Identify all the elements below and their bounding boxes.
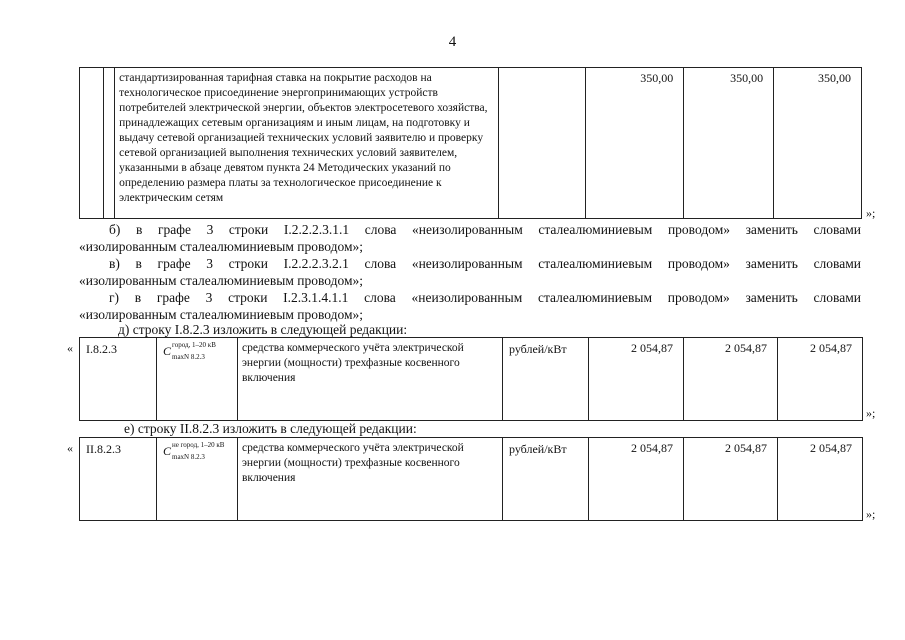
amendment-g-line2: «изолированным сталеалюминиевым проводом»;	[79, 307, 364, 322]
value-cell-2: 2 054,87	[684, 338, 778, 421]
value-cell-2: 2 054,87	[684, 438, 778, 521]
amendment-e: е) строку II.8.2.3 изложить в следующей редакции:	[124, 421, 417, 436]
unit-cell: рублей/кВт	[503, 338, 589, 421]
amendment-v	[79, 255, 861, 289]
value-cell-3: 350,00	[774, 68, 862, 219]
amendment-v-line1: в) в графе 3 строки I.2.2.2.3.2.1 слова «неизолированным сталеалюминиевым проводом» заменить словами	[109, 256, 861, 271]
closing-quote: »;	[866, 507, 876, 521]
formula-cell	[157, 438, 238, 521]
description-cell: средства коммерческого учёта электрической энергии (мощности) трехфазные косвенного включения	[238, 438, 503, 521]
code-cell: I.8.2.3	[80, 338, 157, 421]
amendment-b	[79, 221, 861, 255]
code-cell: II.8.2.3	[80, 438, 157, 521]
tariff-formula: C город, 1–20 кВ maxN 8.2.3	[163, 341, 216, 361]
code-cell	[80, 68, 104, 219]
amendment-g-line1: г) в графе 3 строки I.2.3.1.4.1.1 слова «неизолированным сталеалюминиевым проводом» заменить словами	[109, 290, 861, 305]
amendment-b-line1: б) в графе 3 строки I.2.2.2.3.1.1 слова «неизолированным сталеалюминиевым проводом» заменить словами	[109, 222, 861, 237]
amendment-b-line2: «изолированным сталеалюминиевым проводом»;	[79, 239, 364, 254]
tariff-table-continuation	[79, 67, 862, 219]
row-I-8-2-3-table	[79, 337, 863, 421]
value-cell-3: 2 054,87	[778, 338, 863, 421]
formula-cell	[157, 338, 238, 421]
opening-quote: «	[67, 341, 73, 355]
value-cell-3: 2 054,87	[778, 438, 863, 521]
description-cell: стандартизированная тарифная ставка на покрытие расходов на технологическое присоединение энергопринимающих устройств потребителей электрической энергии, объектов электросетевого хозяйства, принадлежащих сетевым организациям и иным лицам, на подготовку и выдачу сетевой организацией технических условий заявителю и проверку сетевой организацией выполнения технических условий заявителем, указанными в абзаце девятом пункта 24 Методических указаний по определению размера платы за технологическое присоединение к электрическим сетям	[115, 68, 499, 219]
row-II-8-2-3-table	[79, 437, 863, 521]
unit-cell: рублей/кВт	[503, 438, 589, 521]
closing-quote: »;	[866, 206, 876, 220]
unit-cell	[499, 68, 586, 219]
amendment-g	[79, 289, 861, 323]
opening-quote: «	[67, 441, 73, 455]
value-cell-1: 2 054,87	[589, 338, 684, 421]
formula-cell	[103, 68, 114, 219]
tariff-formula: C не город, 1–20 кВ maxN 8.2.3	[163, 441, 225, 461]
amendment-v-line2: «изолированным сталеалюминиевым проводом»;	[79, 273, 364, 288]
value-cell-2: 350,00	[684, 68, 774, 219]
value-cell-1: 2 054,87	[589, 438, 684, 521]
closing-quote: »;	[866, 406, 876, 420]
amendment-d: д) строку I.8.2.3 изложить в следующей редакции:	[118, 322, 408, 337]
description-cell: средства коммерческого учёта электрической энергии (мощности) трехфазные косвенного включения	[238, 338, 503, 421]
value-cell-1: 350,00	[586, 68, 684, 219]
page-number: 4	[448, 34, 457, 50]
